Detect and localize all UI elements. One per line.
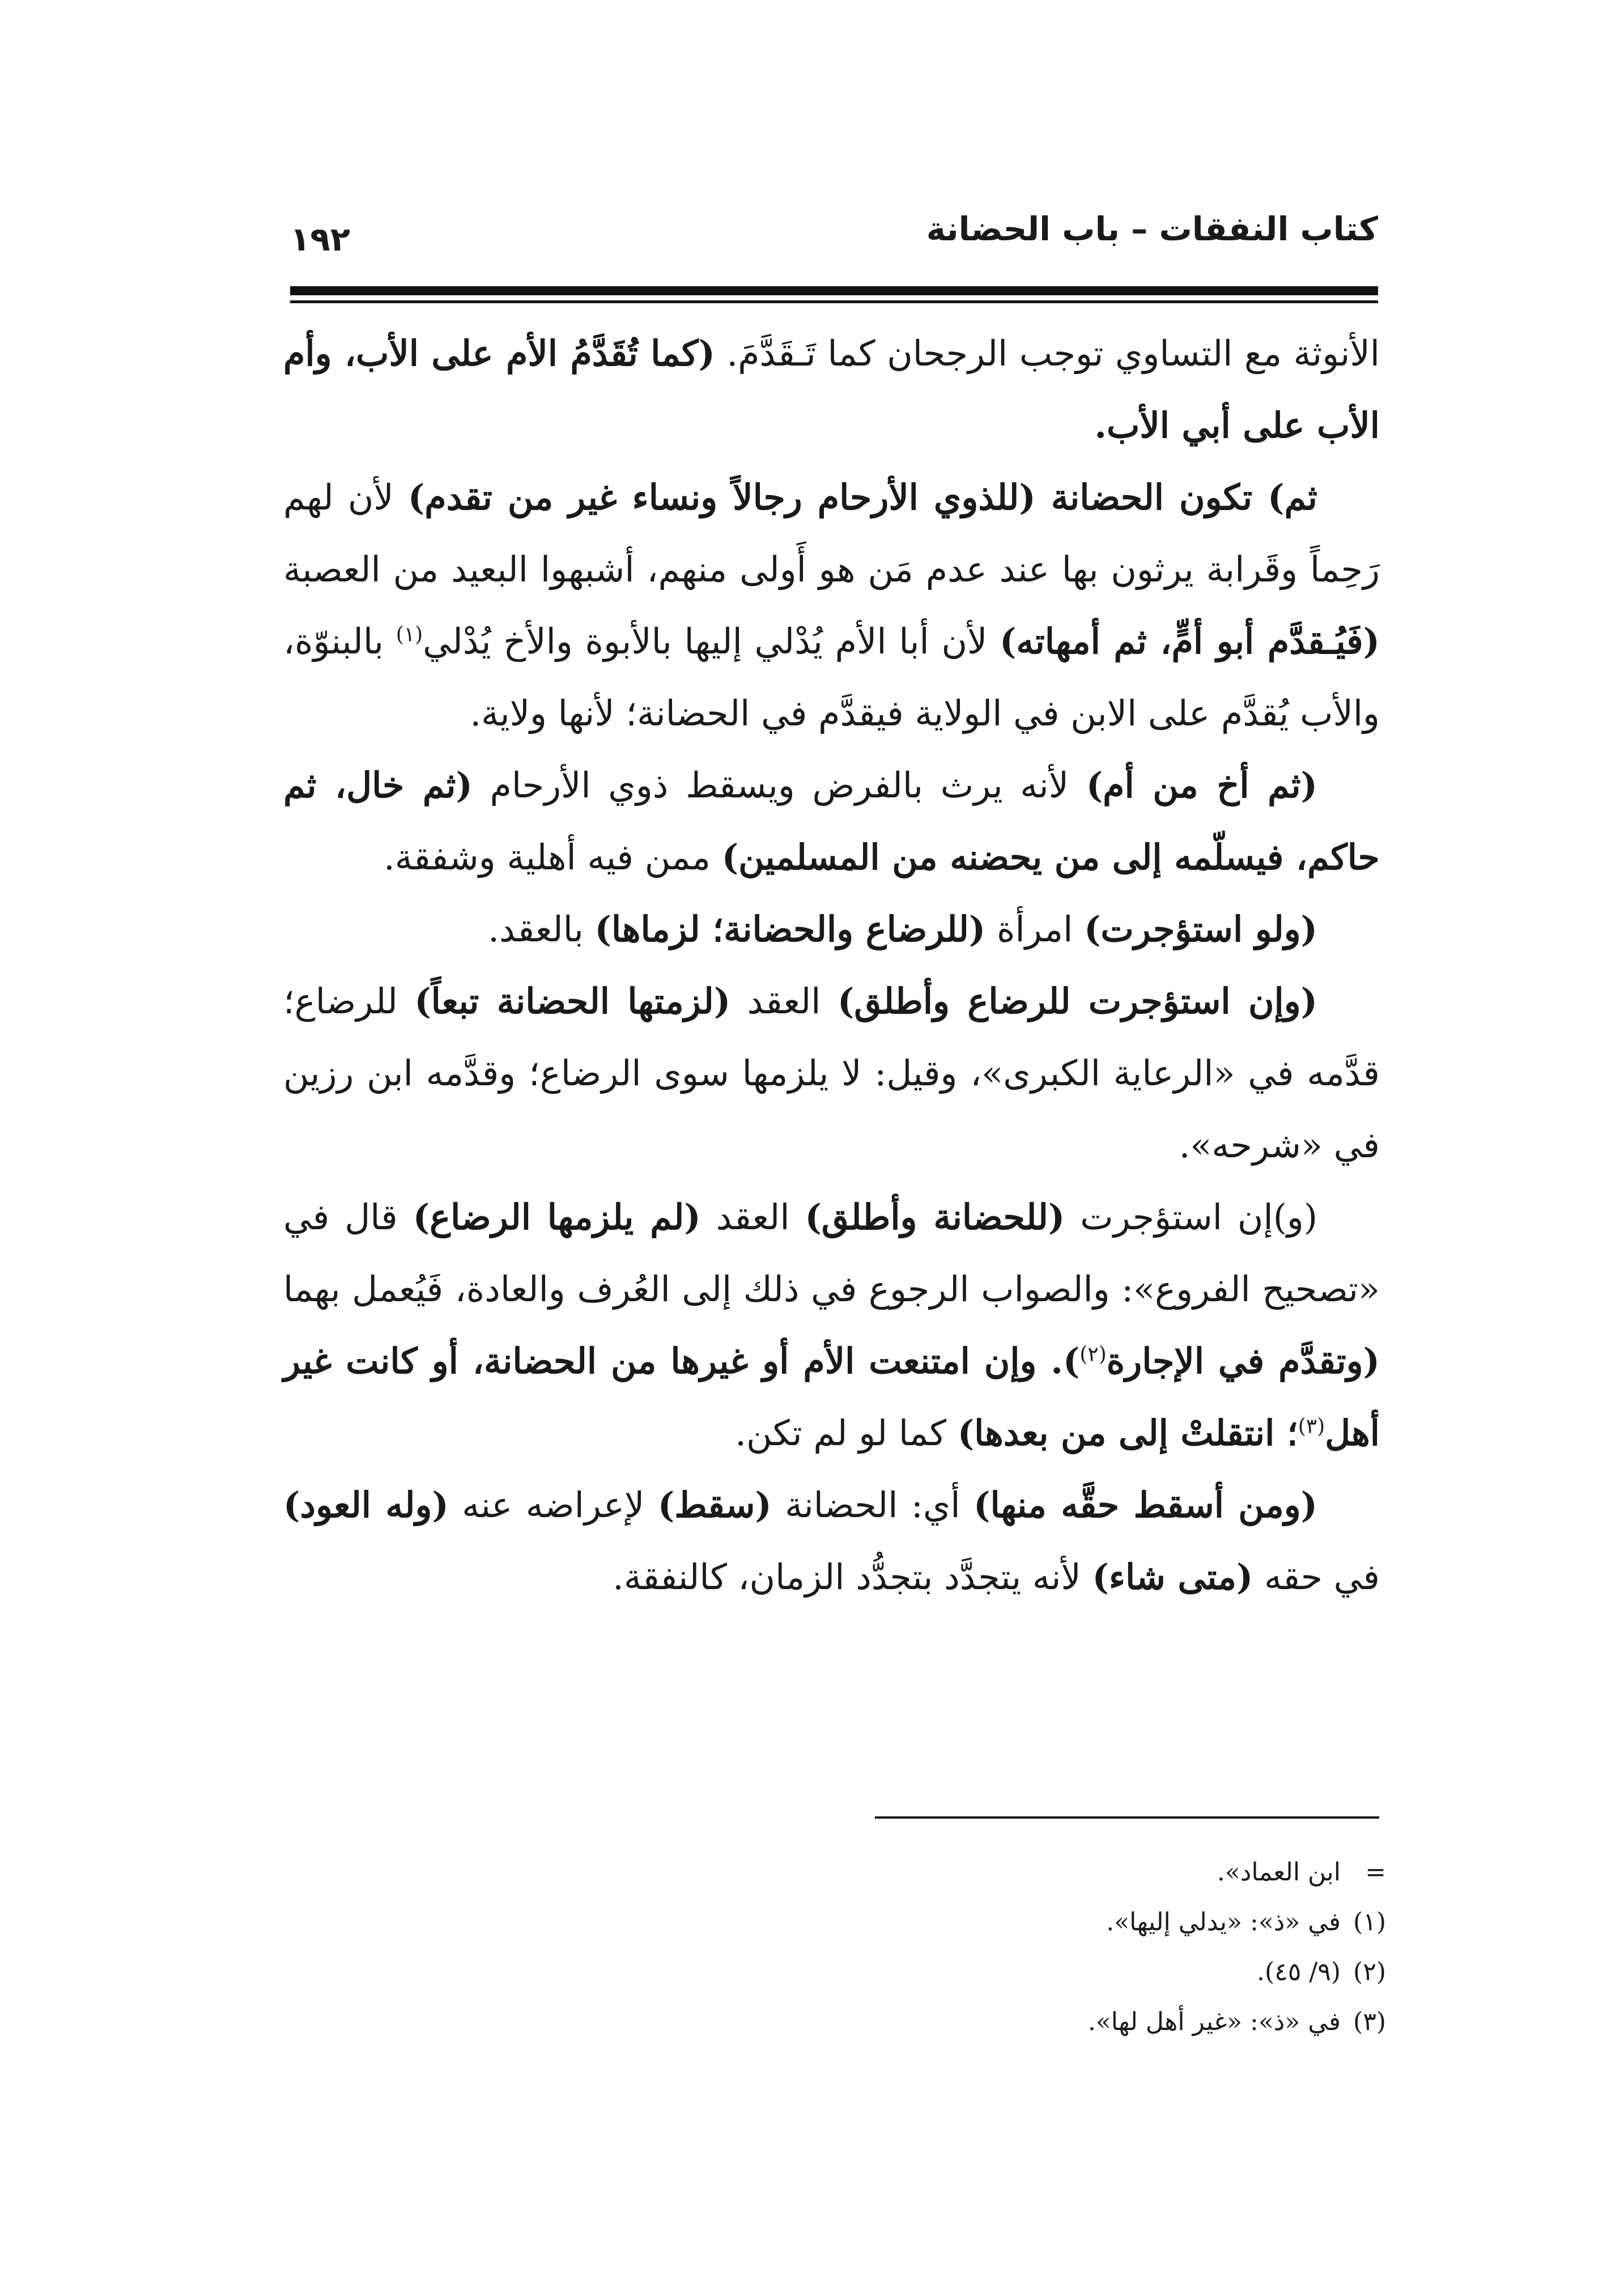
matn-text: (ولو استؤجرت) (1084, 908, 1317, 950)
text-run: في حقه (1253, 1556, 1380, 1598)
text-run: كما لو لم تكن. (735, 1412, 958, 1454)
paragraph-6 (283, 1181, 1380, 1469)
footnote-text: في «ذ»: «غير أهل لها». (1087, 2007, 1341, 2036)
matn-text: ثم) تكون الحضانة (1035, 477, 1317, 518)
paragraph-4 (283, 893, 1380, 965)
text-run: لأن أبا الأم يُدْلي إليها بالأبوة والأخ يُدْلي (423, 621, 1000, 662)
matn-text: (كما تُقَدَّمُ الأم على الأب، وأم الأب على أبي الأب. (283, 333, 1380, 446)
text-run: ممن فيه أهلية وشفقة. (384, 836, 722, 878)
header-title: كتاب النفقات – باب الحضانة (926, 210, 1378, 248)
footnote-ref-3[interactable]: (٣) (1298, 1415, 1325, 1438)
text-run: بالبنوّة، والأب يُقدَّم على الابن في الولاية فيقدَّم في الحضانة؛ لأنها ولاية. (283, 621, 1380, 734)
paragraph-5 (283, 965, 1380, 1181)
running-header (290, 210, 1378, 272)
footnote-mark: = (1365, 1858, 1386, 1887)
footnote-text: (٩/ ٤٥). (1256, 1957, 1341, 1986)
footnote-separator (875, 1816, 1379, 1819)
footnote-1 (706, 1897, 1386, 1947)
matn-text: (ثم خال، ثم حاكم، فيسلّمه إلى من يحضنه من المسلمين) (283, 765, 1380, 878)
matn-text: (ثم أخ من أم) (1086, 765, 1317, 806)
text-run: لأنه يتجدَّد بتجدُّد الزمان، كالنفقة. (613, 1556, 1092, 1598)
main-text (283, 317, 1380, 1613)
text-run: لأنه يرث بالفرض ويسقط ذوي الأرحام (472, 765, 1086, 806)
matn-text: (وله العود) (283, 1484, 449, 1526)
footnote-continued (706, 1848, 1386, 1897)
text-run: قال في «تصحيح الفروع»: والصواب الرجوع في ذلك إلى العُرف والعادة، فَيُعمل بهما (283, 1196, 1380, 1310)
footnotes (706, 1848, 1386, 2047)
text-run: العقد (700, 1196, 805, 1238)
footnote-3 (706, 1997, 1386, 2047)
text-run: للرضاع؛ قدَّمه في «الرعاية الكبرى»، وقيل: لا يلزمها سوى الرضاع؛ وقدَّمه ابن رزين في «شرحه». (283, 980, 1380, 1166)
matn-text: (للذوي الأرحام رجالاً ونساء غير من تقدم) (407, 477, 1036, 518)
text-run: (و)إن استؤجرت (1065, 1196, 1318, 1238)
paragraph-1 (283, 317, 1380, 461)
text-run: لأن لهم رَحِماً وقَرابة يرثون بها عند عدم مَن هو أَولى منهم، أشبهوا البعيد من العصبة (283, 477, 1380, 590)
footnote-mark: (٣) (1353, 2007, 1386, 2036)
paragraph-3 (283, 749, 1380, 893)
text-run: امرأة (985, 908, 1085, 950)
matn-text: (ومن أسقط حقَّه منها) (973, 1484, 1317, 1526)
page-number: ١٩٢ (290, 220, 351, 258)
matn-text: (للحضانة وأطلق) (805, 1196, 1065, 1238)
footnote-2 (706, 1947, 1386, 1997)
matn-text: (للرضاع والحضانة؛ لزماها) (594, 908, 986, 950)
matn-text: (سقط) (657, 1484, 772, 1526)
text-run: العقد (730, 980, 837, 1022)
text-run: بالعقد. (488, 908, 595, 950)
header-rule-thin (290, 300, 1378, 303)
header-rule-thick (290, 286, 1378, 295)
matn-text: (لزمتها الحضانة تبعاً) (414, 980, 731, 1022)
text-run: لإعراضه عنه (448, 1484, 658, 1526)
matn-text: ؛ انتقلتْ إلى من بعدها) (957, 1412, 1298, 1454)
footnote-ref-1[interactable]: (١) (396, 623, 423, 647)
matn-text: (وتقدَّم في الإجارة (1106, 1340, 1380, 1382)
footnote-text: ابن العماد». (1217, 1858, 1341, 1887)
paragraph-2 (283, 461, 1380, 749)
footnote-text: في «ذ»: «يدلي إليها». (1106, 1908, 1341, 1937)
matn-text: ). وإن امتنعت الأم أو غيرها من الحضانة، أو كانت غير أهل (283, 1340, 1380, 1454)
footnote-ref-2[interactable]: (٢) (1079, 1343, 1107, 1366)
matn-text: (فَيُـقدَّم أبو أمٍّ، ثم أمهاته) (1000, 621, 1380, 662)
text-run: الأنوثة مع التساوي توجب الرجحان كما تَـقَدَّمَ. (715, 333, 1380, 374)
footnote-mark: (١) (1353, 1908, 1386, 1937)
footnote-mark: (٢) (1353, 1957, 1386, 1986)
text-run: أي: الحضانة (771, 1484, 974, 1526)
matn-text: (وإن استؤجرت للرضاع وأطلق) (837, 980, 1317, 1022)
paragraph-7 (283, 1469, 1380, 1613)
matn-text: (لم يلزمها الرضاع) (413, 1196, 701, 1238)
matn-text: (متى شاء) (1092, 1556, 1253, 1598)
